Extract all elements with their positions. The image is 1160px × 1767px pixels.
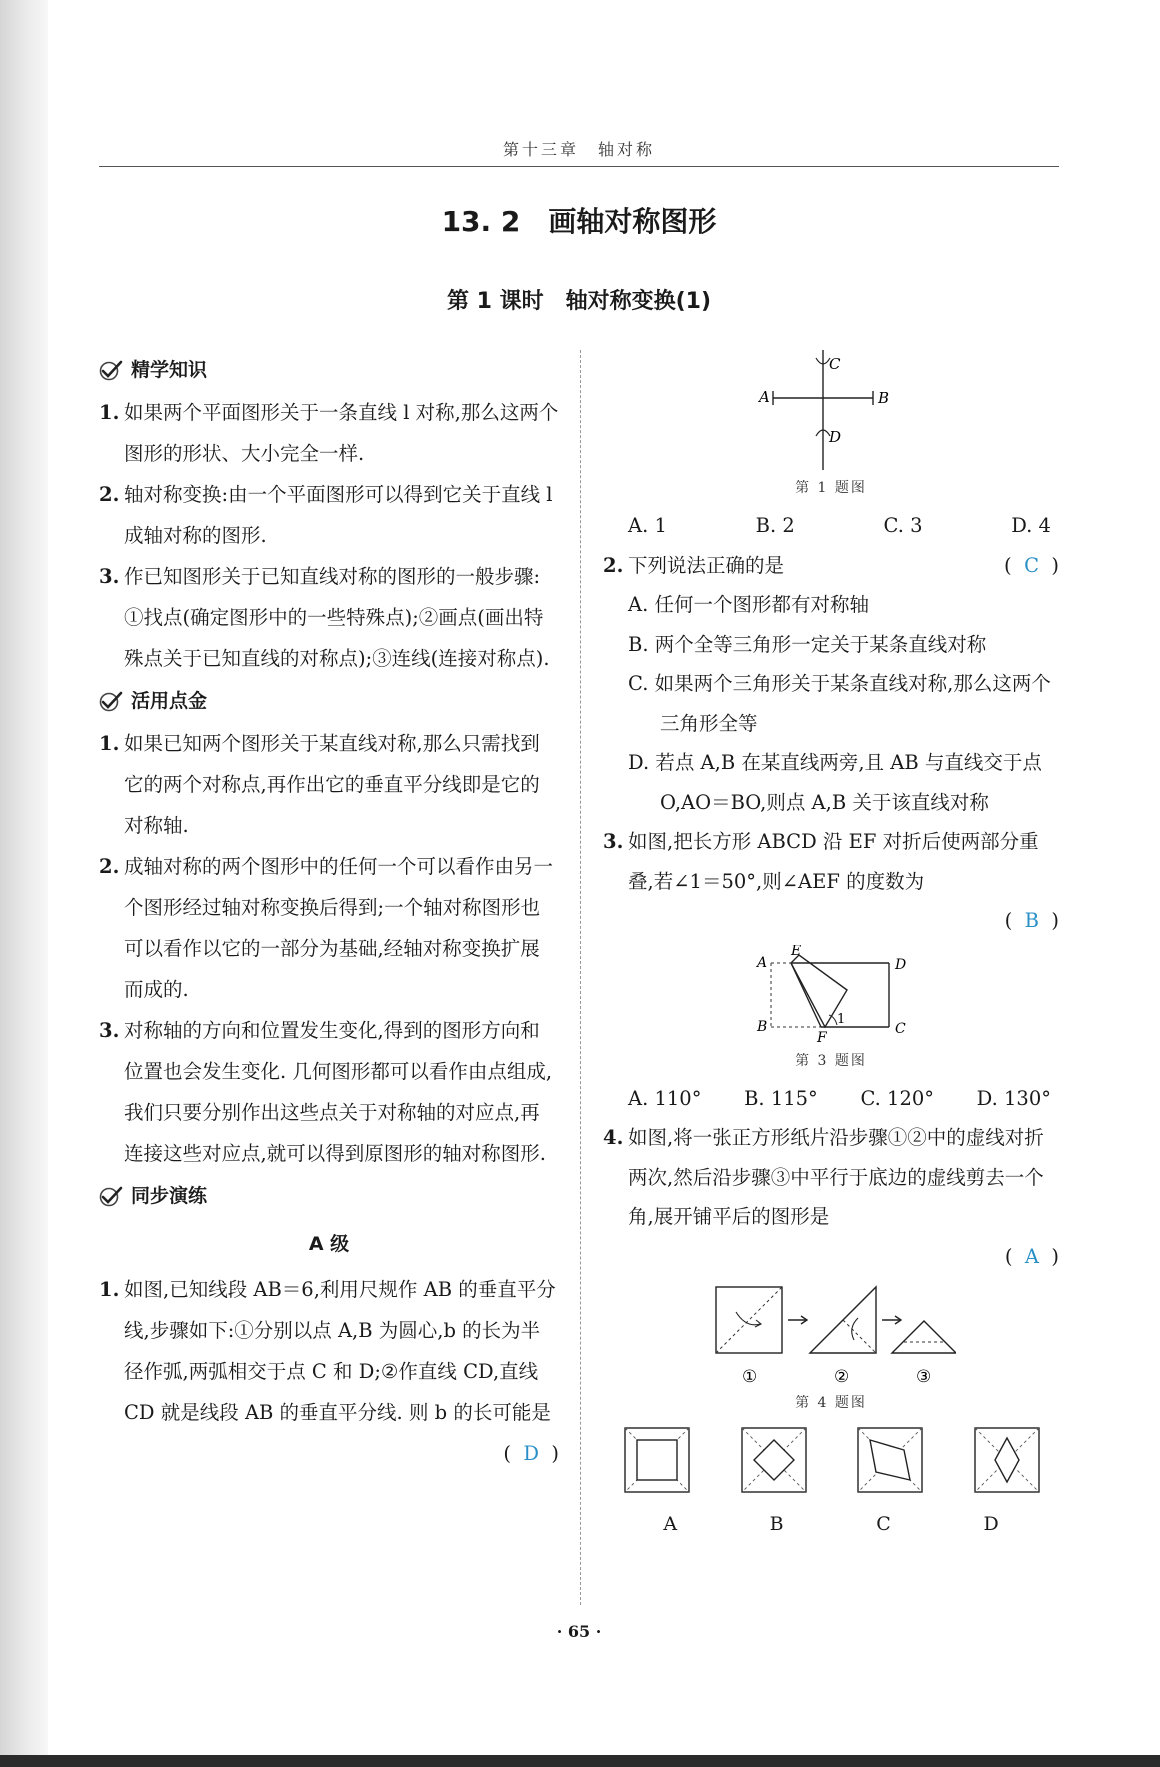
tip-item-3: 3. 对称轴的方向和位置发生变化,得到的图形方向和位置也会发生变化. 几何图形都可以看作由点组成,我们只要分别作出这些点关于对称轴的对应点,再连接这些对应点,就可以得到原图形的轴对称图形. <box>99 1019 553 1165</box>
section-heading-huoyong <box>99 681 559 721</box>
option-q1-d: D. 4 <box>1011 514 1051 537</box>
lesson-title: 第 1 课时 轴对称变换(1) <box>446 289 712 314</box>
svg-text:D: D <box>895 956 907 973</box>
check-badge-icon <box>99 690 123 712</box>
answer-letter: A <box>1024 1244 1039 1268</box>
option-q3-d: D. 130° <box>976 1086 1051 1110</box>
answer-bracket: ( B ) <box>1004 909 1059 932</box>
options-q1 <box>603 506 1059 546</box>
tip-item-2: 2. 成轴对称的两个图形中的任何一个可以看作由另一个图形经过轴对称变换后得到;一个轴对称图形也可以看作以它的一部分为基础,经轴对称变换扩展而成的. <box>99 855 554 1001</box>
section-heading-label: 同步演练 <box>131 1184 208 1207</box>
answer-letter: C <box>1024 553 1039 577</box>
question-4: 4. 如图,将一张正方形纸片沿步骤①②中的虚线对折两次,然后沿步骤③中平行于底边的虚线剪去一个角,展开铺平后的图形是 <box>603 1126 1044 1228</box>
choice-label-c: C <box>876 1513 891 1535</box>
option-q2-c: C. 如果两个三角形关于某条直线对称,那么这两个三角形全等 <box>628 672 1051 735</box>
svg-text:E: E <box>791 944 802 959</box>
knowledge-steps: ①找点(确定图形中的一些特殊点);②画点(画出特殊点关于已知直线的对称点);③连线(连接对称点). <box>124 606 550 670</box>
column-divider <box>580 350 581 1605</box>
figure-q1 <box>741 348 921 473</box>
knowledge-item-3: 3. 作已知图形关于已知直线对称的图形的一般步骤: <box>99 565 541 588</box>
option-q1-b: B. 2 <box>755 514 795 537</box>
choice-label-d: D <box>983 1513 999 1535</box>
options-q3 <box>603 1079 1059 1119</box>
option-q1-a: A. 1 <box>628 514 667 537</box>
svg-text:②: ② <box>834 1367 850 1387</box>
svg-text:①: ① <box>742 1367 758 1387</box>
option-q2-d: D. 若点 A,B 在某直线两旁,且 AB 与直线交于点 O,AO＝BO,则点 A,B 关于该直线对称 <box>628 751 1042 814</box>
svg-text:C: C <box>895 1020 906 1037</box>
figure-caption-q3: 第 3 题图 <box>795 1052 867 1069</box>
svg-text:F: F <box>817 1029 827 1045</box>
check-badge-icon <box>99 359 123 381</box>
tip-item-1: 1. 如果已知两个图形关于某直线对称,那么只需找到它的两个对称点,再作出它的垂直平分线即是它的对称轴. <box>99 732 540 837</box>
section-title: 13. 2 画轴对称图形 <box>441 205 717 238</box>
figure-caption-q1: 第 1 题图 <box>795 480 867 496</box>
section-heading-label: 活用点金 <box>131 689 208 712</box>
figure-q3 <box>741 945 921 1045</box>
answer-letter: B <box>1024 909 1039 932</box>
choice-label-a: A <box>663 1513 678 1535</box>
answer-bracket: ( D ) <box>503 1442 559 1465</box>
option-q3-a: A. 110° <box>628 1086 702 1110</box>
svg-text:B: B <box>878 389 890 407</box>
svg-text:③: ③ <box>916 1367 932 1387</box>
question-2: 2. 下列说法正确的是 ( C ) <box>603 546 1059 586</box>
header-rule <box>99 166 1059 167</box>
svg-text:1: 1 <box>837 1011 846 1027</box>
option-q3-b: B. 115° <box>744 1086 818 1110</box>
choice-label-b: B <box>769 1513 784 1535</box>
right-column <box>603 348 1059 1545</box>
question-3: 3. 如图,把长方形 ABCD 沿 EF 对折后使两部分重叠,若∠1＝50°,则∠AEF 的度数为 <box>603 830 1039 893</box>
knowledge-item-2: 2. 轴对称变换:由一个平面图形可以得到它关于直线 l 成轴对称的图形. <box>99 483 553 547</box>
section-heading-jingxue <box>99 350 559 390</box>
left-column <box>99 348 559 1474</box>
option-q2-b: B. 两个全等三角形一定关于某条直线对称 <box>628 632 987 656</box>
answer-bracket: ( C ) <box>1004 553 1059 577</box>
figure-q4-choices <box>603 1425 1059 1497</box>
answer-letter: D <box>523 1442 539 1465</box>
svg-text:C: C <box>829 355 841 373</box>
page-number: · 65 · <box>556 1622 602 1641</box>
knowledge-item-1: 1. 如果两个平面图形关于一条直线 l 对称,那么这两个图形的形状、大小完全一样. <box>99 401 559 465</box>
figure-caption-q4: 第 4 题图 <box>795 1395 867 1411</box>
svg-text:B: B <box>757 1018 768 1035</box>
section-heading-tongbu <box>99 1176 559 1216</box>
svg-text:A: A <box>759 388 770 406</box>
figure-q4-steps <box>706 1282 956 1387</box>
svg-text:D: D <box>829 428 842 446</box>
check-badge-icon <box>99 1185 123 1207</box>
scan-bottom-edge <box>0 1755 1160 1767</box>
scan-gutter-shadow <box>0 0 48 1767</box>
option-q3-c: C. 120° <box>860 1086 935 1110</box>
svg-text:A: A <box>757 954 768 971</box>
option-q2-a: A. 任何一个图形都有对称轴 <box>628 593 869 616</box>
running-head: 第十三章 轴对称 <box>502 140 655 159</box>
figure-q4-choice-labels <box>603 1505 1059 1545</box>
question-1: 1. 如图,已知线段 AB＝6,利用尺规作 AB 的垂直平分线,步骤如下:①分别以点 A,B 为圆心,b 的长为半径作弧,两弧相交于点 C 和 D;②作直线 CD,直线 CD 就是线段 AB 的垂直平分线. 则 b 的长可能是 ( D ) <box>99 1269 559 1433</box>
answer-bracket: ( A ) <box>1004 1244 1059 1268</box>
level-heading: A 级 <box>308 1233 350 1255</box>
section-heading-label: 精学知识 <box>131 358 208 381</box>
option-q1-c: C. 3 <box>883 514 923 537</box>
